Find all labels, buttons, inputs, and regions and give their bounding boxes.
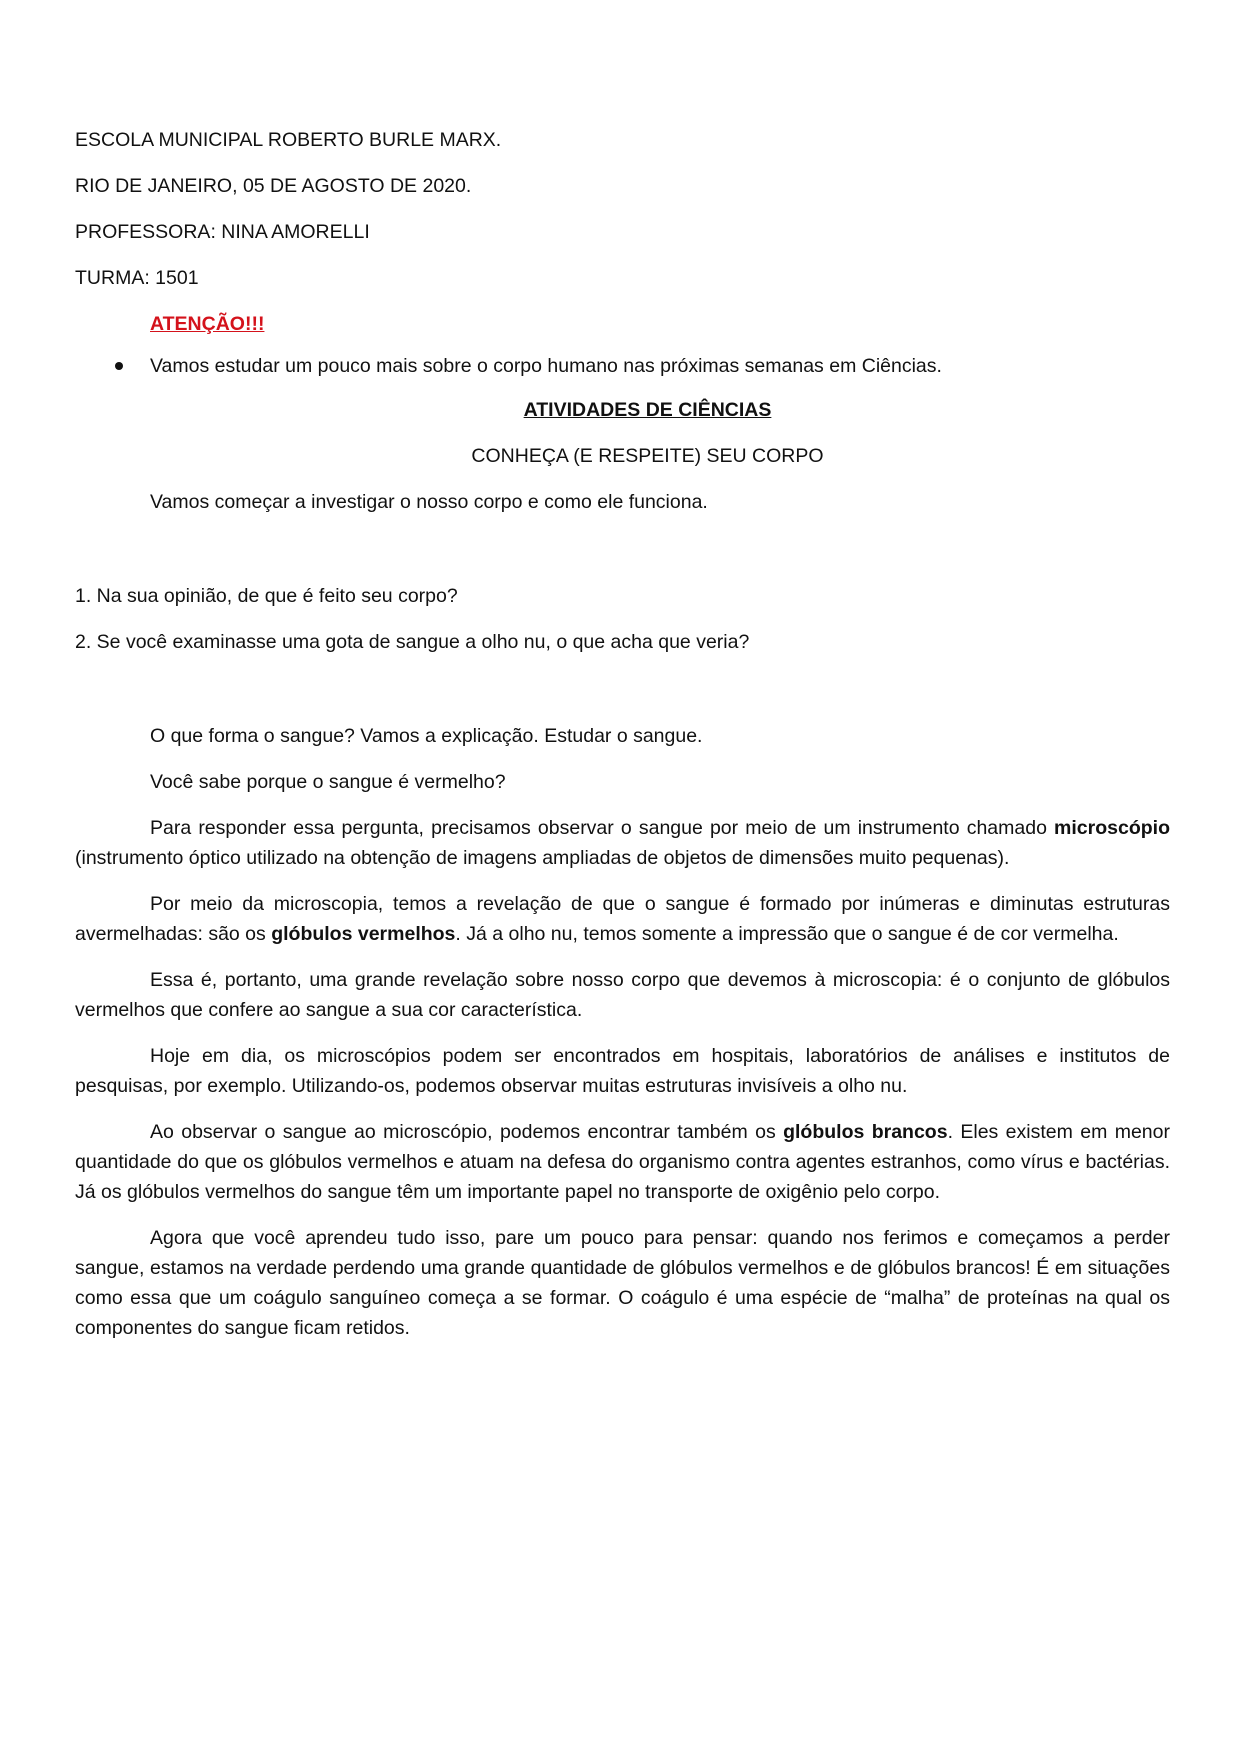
bullet-icon	[75, 351, 150, 381]
line-what-forms-blood: O que forma o sangue? Vamos a explicação. Estudar o sangue.	[150, 725, 703, 747]
attention-heading: ATENÇÃO!!!	[150, 313, 265, 335]
date-line: RIO DE JANEIRO, 05 DE AGOSTO DE 2020.	[75, 175, 472, 197]
question-1: 1. Na sua opinião, de que é feito seu corpo?	[75, 585, 458, 607]
activity-title: ATIVIDADES DE CIÊNCIAS	[523, 399, 772, 421]
question-2: 2. Se você examinasse uma gota de sangue a olho nu, o que acha que veria?	[75, 631, 750, 653]
paragraph-revelation: Essa é, portanto, uma grande revelação sobre nosso corpo que devemos à microscopia: é o conjunto de glóbulos vermelhos que confere ao sangue a sua cor característica.	[75, 969, 1170, 1021]
term-globulos-vermelhos: glóbulos vermelhos	[271, 923, 456, 945]
bullet-text: Vamos estudar um pouco mais sobre o corpo humano nas próximas semanas em Ciências.	[150, 355, 942, 377]
paragraph-microscope: Para responder essa pergunta, precisamos observar o sangue por meio de um instrumento chamado microscópio (instrumento óptico utilizado na obtenção de imagens ampliadas de objetos de dimensões muito pequenas).	[75, 817, 1170, 869]
school-name: ESCOLA MUNICIPAL ROBERTO BURLE MARX.	[75, 129, 502, 151]
paragraph-microscopes-today: Hoje em dia, os microscópios podem ser encontrados em hospitais, laboratórios de análises e institutos de pesquisas, por exemplo. Utilizando-os, podemos observar muitas estruturas invisíveis a olho nu.	[75, 1045, 1170, 1097]
paragraph-red-cells: Por meio da microscopia, temos a revelação de que o sangue é formado por inúmeras e diminutas estruturas avermelhadas: são os glóbulos vermelhos. Já a olho nu, temos somente a impressão que o sangue é de cor vermelha.	[75, 893, 1170, 945]
bullet-item	[75, 351, 1170, 381]
activity-subtitle: CONHEÇA (E RESPEITE) SEU CORPO	[471, 445, 824, 467]
paragraph-clot: Agora que você aprendeu tudo isso, pare um pouco para pensar: quando nos ferimos e começamos a perder sangue, estamos na verdade perdendo uma grande quantidade de glóbulos vermelhos e de glóbulos brancos! É em situações como essa que um coágulo sanguíneo começa a se formar. O coágulo é uma espécie de “malha” de proteínas na qual os componentes do sangue ficam retidos.	[75, 1227, 1170, 1339]
teacher-line: PROFESSORA: NINA AMORELLI	[75, 221, 370, 243]
paragraph-white-cells: Ao observar o sangue ao microscópio, podemos encontrar também os glóbulos brancos. Eles existem em menor quantidade do que os glóbulos vermelhos e atuam na defesa do organismo contra agentes estranhos, como vírus e bactérias. Já os glóbulos vermelhos do sangue têm um importante papel no transporte de oxigênio pelo corpo.	[75, 1121, 1170, 1203]
document-page	[75, 125, 1170, 1359]
class-line: TURMA: 1501	[75, 267, 199, 289]
term-microscopio: microscópio	[1054, 817, 1170, 839]
intro-line: Vamos começar a investigar o nosso corpo e como ele funciona.	[150, 491, 708, 513]
term-globulos-brancos: glóbulos brancos	[783, 1121, 948, 1143]
line-why-red: Você sabe porque o sangue é vermelho?	[150, 771, 506, 793]
